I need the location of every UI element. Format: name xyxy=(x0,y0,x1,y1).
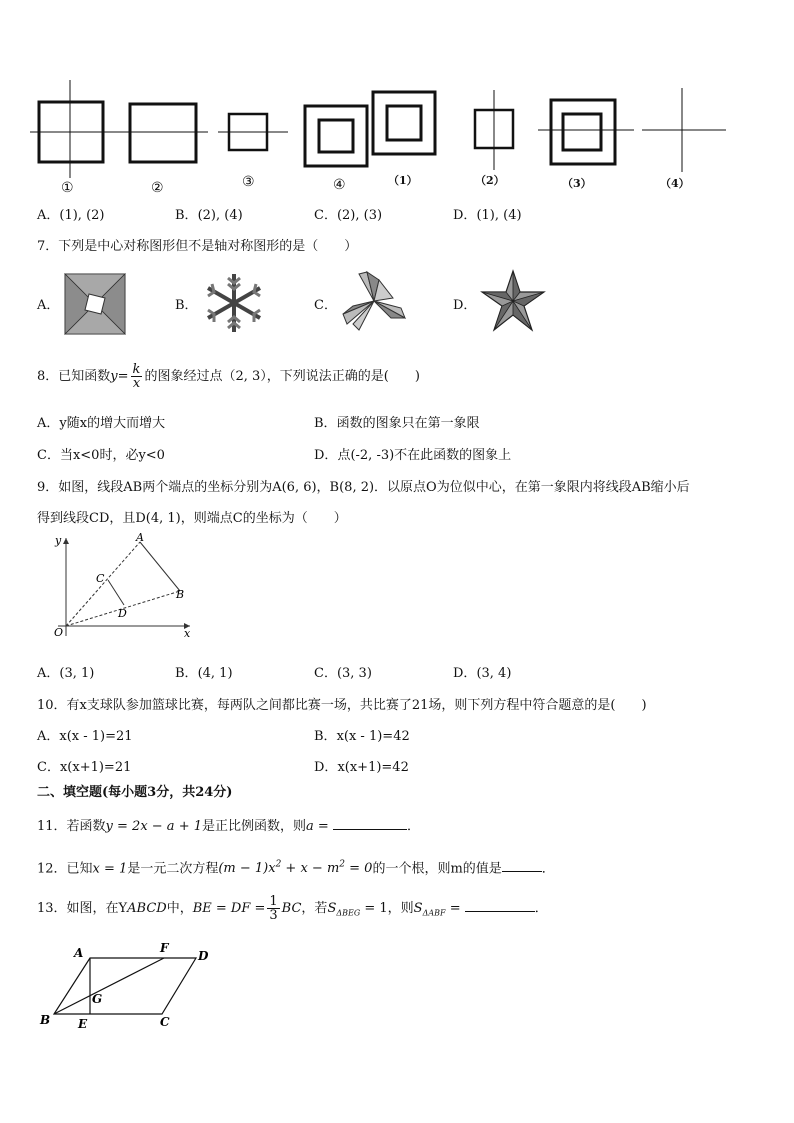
svg-text:G: G xyxy=(92,992,103,1006)
q6-option-c[interactable]: C．(2), (3) xyxy=(314,208,383,223)
q6-label-3: ③ xyxy=(242,174,255,190)
q9-option-a[interactable]: A．(3, 1) xyxy=(37,666,95,681)
q8-option-b[interactable]: B．函数的图象只在第一象限 xyxy=(314,416,480,431)
q9-label-x: x xyxy=(184,627,191,640)
svg-text:B: B xyxy=(40,1013,51,1027)
q7-option-b-letter[interactable]: B． xyxy=(175,298,198,313)
q10-stem: 10．有x支球队参加篮球比赛，每两队之间都比赛一场，共比赛了21场，则下列方程中符合题意的是( ) xyxy=(37,698,647,713)
q9-stem-line2: 得到线段CD，且D(4, 1)，则端点C的坐标为（ ） xyxy=(37,511,347,526)
q7-option-d-letter[interactable]: D． xyxy=(453,298,477,313)
q13-parallelogram xyxy=(54,958,196,1014)
q12-stem: 12．已知x = 1是一元二次方程$(m - 1)x^2 + x - m^2 = 0$的一个根，则m的值是 ． xyxy=(37,855,555,879)
q7-option-a-letter[interactable]: A． xyxy=(37,298,60,313)
q8-fraction: $\frac{k}{x}$ xyxy=(132,362,141,391)
q9-option-d[interactable]: D．(3, 4) xyxy=(453,666,512,681)
q9-option-c[interactable]: C．(3, 3) xyxy=(314,666,372,681)
q8-option-d[interactable]: D．点(-2, -3)不在此函数的图象上 xyxy=(314,448,512,463)
svg-text:D: D xyxy=(198,949,209,963)
svg-text:F: F xyxy=(160,941,169,955)
q6-label-2: ② xyxy=(151,180,164,196)
q13-stem: 13．如图，在YABCD中，BE = DF = $\frac{1}{3}$ BC，若$S_{\Delta BEG} = 1$，则$S_{\Delta ABF}$ = ． xyxy=(37,894,548,923)
q9-label-d: D xyxy=(118,607,127,620)
q9-figure xyxy=(40,532,200,647)
q13-answer-blank[interactable] xyxy=(465,897,535,912)
q6-label-1: ① xyxy=(61,180,74,196)
q6-figure-1 xyxy=(30,80,112,178)
q6-figure-(4) xyxy=(642,88,726,172)
q6-label-(2): （2） xyxy=(475,174,505,187)
q7-option-d-image xyxy=(478,268,548,334)
q9-option-b[interactable]: B．(4, 1) xyxy=(175,666,233,681)
svg-text:A: A xyxy=(74,946,84,960)
svg-text:C: C xyxy=(160,1015,170,1029)
q6-label-(1): （1） xyxy=(388,174,418,187)
q7-option-b-image xyxy=(199,270,269,336)
q13-figure xyxy=(36,938,216,1033)
q12-equation: $(m - 1)x^2 + x - m^2 = 0$ xyxy=(218,860,373,877)
q6-figure-4 xyxy=(305,106,367,166)
q6-figure-(3) xyxy=(538,100,634,164)
q6-label-4: ④ xyxy=(333,177,346,193)
q12-answer-blank[interactable] xyxy=(502,857,542,872)
section-heading-fill-in: 二、填空题(每小题3分，共24分) xyxy=(37,785,233,800)
q6-label-(4): （4） xyxy=(660,177,690,190)
svg-text:E: E xyxy=(78,1017,88,1031)
q9-label-b: B xyxy=(176,588,185,601)
q10-option-a[interactable]: A．x(x - 1)=21 xyxy=(37,729,133,744)
q8-option-c[interactable]: C．当x<0时，必y<0 xyxy=(37,448,165,463)
q6-option-d[interactable]: D．(1), (4) xyxy=(453,208,522,223)
q9-label-c: C xyxy=(96,572,105,585)
q7-option-c-image xyxy=(339,268,409,334)
q7-stem: 7．下列是中心对称图形但不是轴对称图形的是（ ） xyxy=(37,239,358,254)
q9-segment-ab xyxy=(140,542,180,591)
q6-option-b[interactable]: B．(2), (4) xyxy=(175,208,243,223)
q6-figure-3 xyxy=(218,114,288,150)
q13-fraction: $\frac{1}{3}$ xyxy=(269,894,278,923)
q6-label-(3): （3） xyxy=(562,177,592,190)
q9-stem-line1: 9．如图，线段AB两个端点的坐标分别为A(6, 6)，B(8, 2)．以原点O为位似中心，在第一象限内将线段AB缩小后 xyxy=(37,480,690,495)
q6-figure-strip xyxy=(30,78,740,198)
q6-option-a[interactable]: A．(1), (2) xyxy=(37,208,105,223)
q11-stem: 11．若函数y = 2x − a + 1是正比例函数，则a = ． xyxy=(37,815,420,837)
q10-option-b[interactable]: B．x(x - 1)=42 xyxy=(314,729,410,744)
q6-figure-(2) xyxy=(475,90,513,170)
q9-label-a: A xyxy=(136,532,144,544)
q8-fn-y: y xyxy=(110,369,118,384)
q9-label-o: O xyxy=(54,626,64,639)
q10-option-c[interactable]: C．x(x+1)=21 xyxy=(37,760,132,775)
q6-figure-(1) xyxy=(373,92,435,154)
q10-option-d[interactable]: D．x(x+1)=42 xyxy=(314,760,409,775)
q8-option-a[interactable]: A．y随x的增大而增大 xyxy=(37,416,166,431)
q7-option-c-letter[interactable]: C． xyxy=(314,298,337,313)
q8-stem: 8．已知函数y= $\frac{k}{x}$ 的图象经过点（2, 3），下列说法正确的是( ) xyxy=(37,362,420,391)
q6-figure-2 xyxy=(110,104,208,162)
q7-option-a-image xyxy=(63,272,127,336)
q9-segment-cd xyxy=(108,580,124,605)
q11-answer-blank[interactable] xyxy=(333,815,407,830)
q11-expression: y = 2x − a + 1 xyxy=(105,819,202,834)
q9-label-y: y xyxy=(55,534,62,547)
